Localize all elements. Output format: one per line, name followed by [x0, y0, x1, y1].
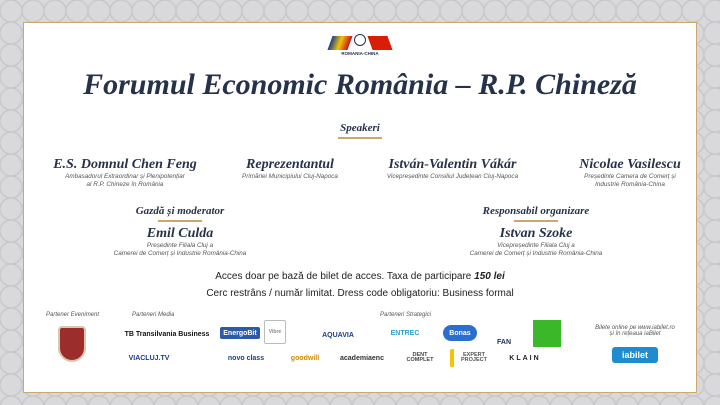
iabilet-logo[interactable]: iabilet	[612, 347, 658, 363]
page-title: Forumul Economic România – R.P. Chineză	[83, 68, 637, 101]
strategic-logo: DENT COMPLET	[406, 351, 434, 363]
green-house-logo	[533, 320, 561, 347]
chamber-logo: ROMANIA-CHINA	[330, 34, 390, 62]
media-partners-label: Parteneri Media	[132, 312, 175, 318]
access-info: Acces doar pe bază de bilet de acces. Taxa de participare 150 lei	[215, 271, 505, 282]
event-partner-label: Partener Eveniment	[46, 312, 100, 318]
strategic-logo: goodwill	[290, 354, 320, 362]
speaker-4: Nicolae Vasilescu Președinte Camera de Comerț și Industrie România-China	[579, 157, 681, 189]
media-logo-tb: TB Transilvania Business	[124, 330, 210, 338]
speakers-heading: Speakeri	[310, 122, 410, 139]
strategic-logo: EnergoBit	[220, 327, 260, 339]
strategic-logo: ENTREC	[390, 329, 420, 337]
strategic-logo: novo class	[227, 354, 265, 362]
strategic-logo: FAN	[497, 339, 511, 346]
host-block: Gazdă și moderator Emil Culda Președinte Filiala Cluj a Camerei de Comerț și Industrie România-China	[113, 205, 247, 257]
speaker-3: István-Valentin Vákár Vicepreședinte Consiliul Județean Cluj-Napoca	[386, 157, 519, 180]
speaker-2: Reprezentantul Primăriei Municipiului Cluj-Napoca	[242, 157, 338, 180]
strategic-logo: Vibre	[264, 320, 286, 344]
tickets-info: Bilete online pe www.iabilet.ro și în rețeaua iaBilet	[595, 325, 675, 337]
strategic-partners-label: Parteneri Strategici	[380, 312, 432, 318]
event-partner-crest	[58, 326, 86, 362]
strategic-logo: EXPERT PROJECT	[450, 349, 494, 367]
strategic-logo: AQUAVIA	[322, 331, 354, 339]
speaker-1: E.S. Domnul Chen Feng Ambasadorul Extraordinar și Plenipotențiar al R.P. Chineze în România	[53, 157, 197, 189]
strategic-logo: academiaenc	[340, 354, 384, 362]
organizer-block: Responsabil organizare Istvan Szoke Vicepreședinte Filiala Cluj a Camerei de Comerț și Industrie România-China	[469, 205, 603, 257]
strategic-logo: KLAIN	[509, 354, 541, 362]
media-logo-viacluj: VIACLUJ.TV	[128, 354, 170, 362]
dress-code-info: Cerc restrâns / număr limitat. Dress code obligatoriu: Business formal	[206, 288, 514, 299]
strategic-logo: Bonas	[443, 325, 477, 341]
